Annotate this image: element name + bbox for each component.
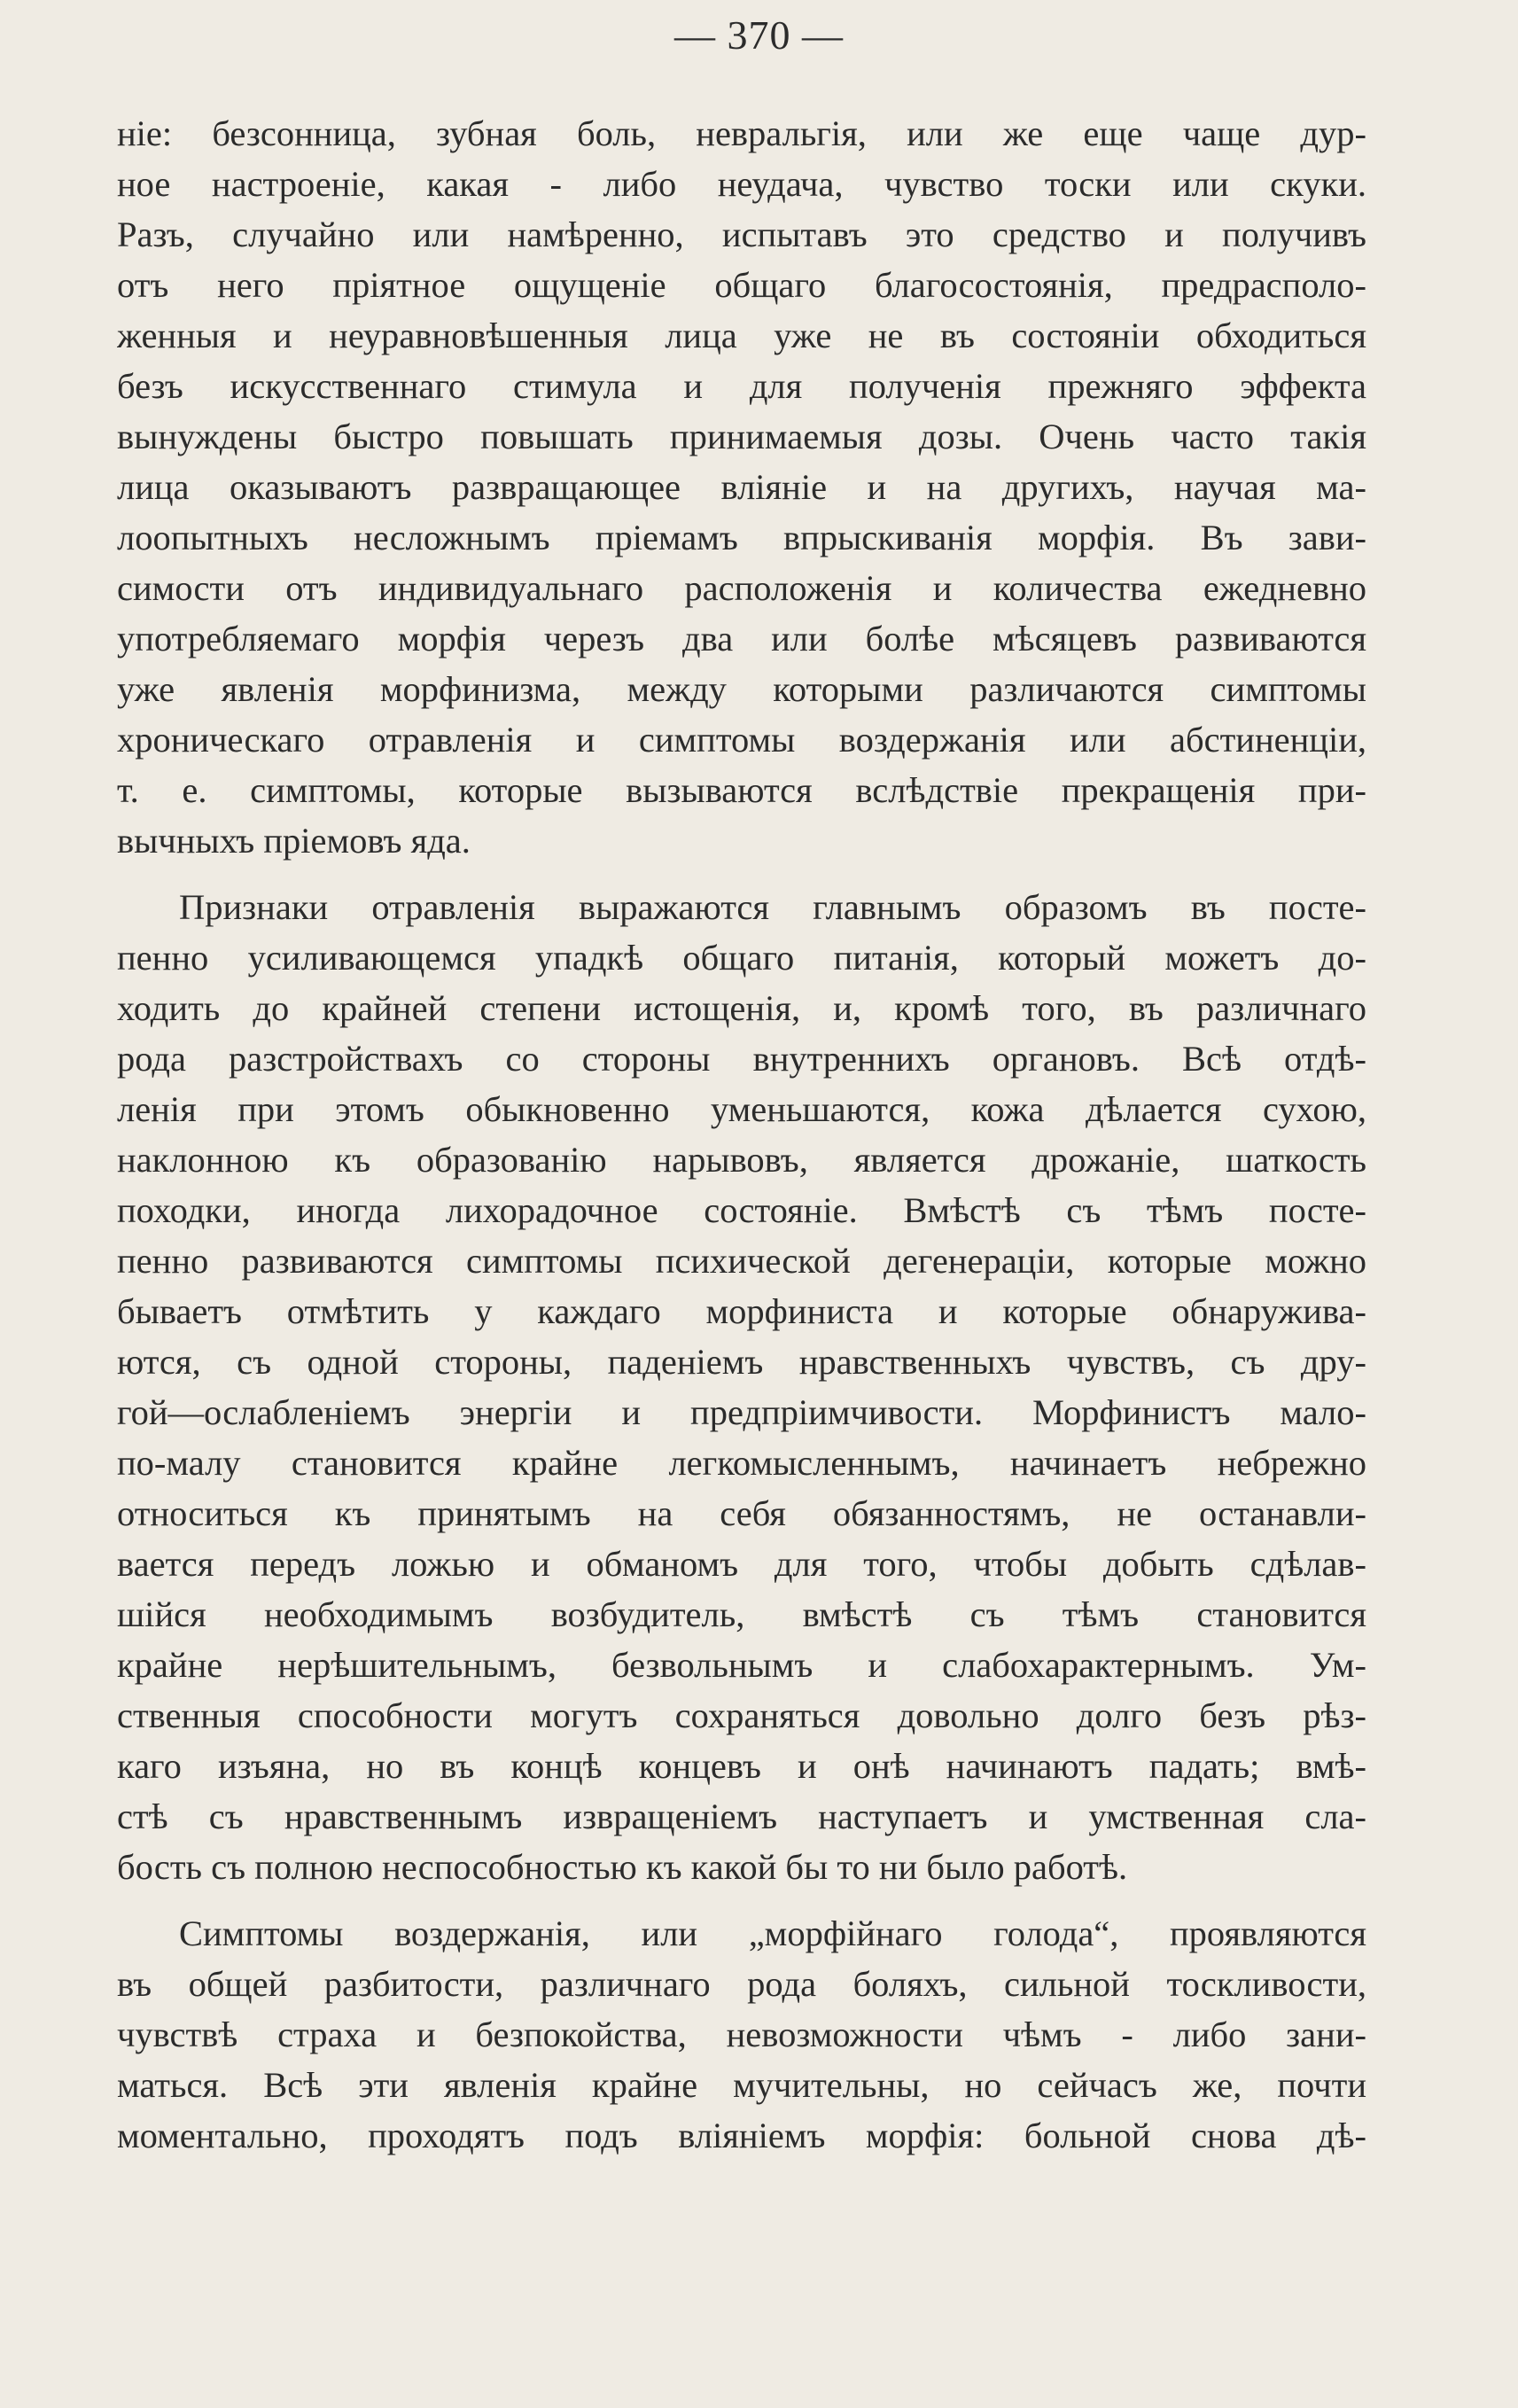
text-line: чувствѣ страха и безпокойства, невозможности чѣмъ - либо зани-: [117, 2014, 1366, 2054]
text-line: рода разстройствахъ со стороны внутреннихъ органовъ. Всѣ отдѣ-: [117, 1039, 1366, 1079]
text-line: ное настроеніе, какая - либо неудача, чувство тоски или скуки.: [117, 164, 1366, 204]
text-line: въ общей разбитости, различнаго рода боляхъ, сильной тоскливости,: [117, 1964, 1366, 2004]
paragraph-gap: [117, 866, 1366, 882]
text-line: ственныя способности могутъ сохраняться довольно долго безъ рѣз-: [117, 1695, 1366, 1735]
text-line: бываетъ отмѣтить у каждаго морфиниста и которые обнаружива-: [117, 1291, 1366, 1331]
text-line: т. е. симптомы, которые вызываются вслѣдствіе прекращенія при-: [117, 770, 1366, 810]
text-line: походки, иногда лихорадочное состояніе. Вмѣстѣ съ тѣмъ посте-: [117, 1190, 1366, 1230]
text-line: шійся необходимымъ возбудитель, вмѣстѣ съ тѣмъ становится: [117, 1594, 1366, 1634]
text-line: пенно развиваются симптомы психической дегенераціи, которые можно: [117, 1241, 1366, 1281]
paragraph-1: [117, 108, 1366, 866]
text-line: Признаки отравленія выражаются главнымъ образомъ въ посте-: [179, 887, 1366, 927]
text-line: маться. Всѣ эти явленія крайне мучительны, но сейчасъ же, почти: [117, 2065, 1366, 2105]
text-line: симости отъ индивидуальнаго расположенія и количества ежедневно: [117, 568, 1366, 608]
text-line: ются, съ одной стороны, паденіемъ нравственныхъ чувствъ, съ дру-: [117, 1342, 1366, 1382]
paragraph-3: [117, 1908, 1366, 2161]
text-line: крайне нерѣшительнымъ, безвольнымъ и слабохарактернымъ. Ум-: [117, 1645, 1366, 1685]
text-line: Симптомы воздержанія, или „морфійнаго голода“, проявляются: [179, 1913, 1366, 1953]
text-line: лоопытныхъ несложнымъ пріемамъ впрыскиванія морфія. Въ зави-: [117, 518, 1366, 557]
text-line: безъ искусственнаго стимула и для полученія прежняго эффекта: [117, 366, 1366, 406]
text-line: вынуждены быстро повышать принимаемыя дозы. Очень часто такія: [117, 417, 1366, 456]
text-line: гой—ослабленіемъ энергіи и предпріимчивости. Морфинистъ мало-: [117, 1392, 1366, 1432]
text-line: отъ него пріятное ощущеніе общаго благосостоянія, предрасполо-: [117, 265, 1366, 305]
page-number: — 370 —: [674, 12, 844, 58]
text-line: Разъ, случайно или намѣренно, испытавъ это средство и получивъ: [117, 214, 1366, 254]
text-line: хроническаго отравленія и симптомы воздержанія или абстиненціи,: [117, 720, 1366, 760]
text-line: женныя и неуравновѣшенныя лица уже не въ состояніи обходиться: [117, 316, 1366, 355]
text-line: моментально, проходятъ подъ вліяніемъ морфія: больной снова дѣ-: [117, 2116, 1366, 2155]
text-line: пенно усиливающемся упадкѣ общаго питанія, который можетъ до-: [117, 938, 1366, 978]
text-line: ленія при этомъ обыкновенно уменьшаются, кожа дѣлается сухою,: [117, 1089, 1366, 1129]
text-line: относиться къ принятымъ на себя обязанностямъ, не останавли-: [117, 1493, 1366, 1533]
text-line: ніе: безсонница, зубная боль, невральгія, или же еще чаще дур-: [117, 113, 1366, 153]
text-line: ходить до крайней степени истощенія, и, кромѣ того, въ различнаго: [117, 988, 1366, 1028]
text-line: стѣ съ нравственнымъ извращеніемъ наступаетъ и умственная сла-: [117, 1796, 1366, 1836]
text-line: лица оказываютъ развращающее вліяніе и на другихъ, научая ма-: [117, 467, 1366, 507]
text-line: наклонною къ образованію нарывовъ, является дрожаніе, шаткость: [117, 1140, 1366, 1180]
paragraph-2: [117, 882, 1366, 1892]
text-line: каго изъяна, но въ концѣ концевъ и онѣ начинаютъ падать; вмѣ-: [117, 1746, 1366, 1786]
text-line: бость съ полною неспособностью къ какой бы то ни было работѣ.: [117, 1847, 1128, 1887]
text-line: уже явленія морфинизма, между которыми различаются симптомы: [117, 669, 1366, 709]
text-line: по-малу становится крайне легкомысленнымъ, начинаетъ небрежно: [117, 1443, 1366, 1483]
text-line: употребляемаго морфія черезъ два или болѣе мѣсяцевъ развиваются: [117, 619, 1366, 658]
paragraph-gap: [117, 1892, 1366, 1908]
body-text: [117, 108, 1366, 2161]
text-line: вычныхъ пріемовъ яда.: [117, 821, 471, 861]
text-line: вается передъ ложью и обманомъ для того, чтобы добыть сдѣлав-: [117, 1544, 1366, 1584]
